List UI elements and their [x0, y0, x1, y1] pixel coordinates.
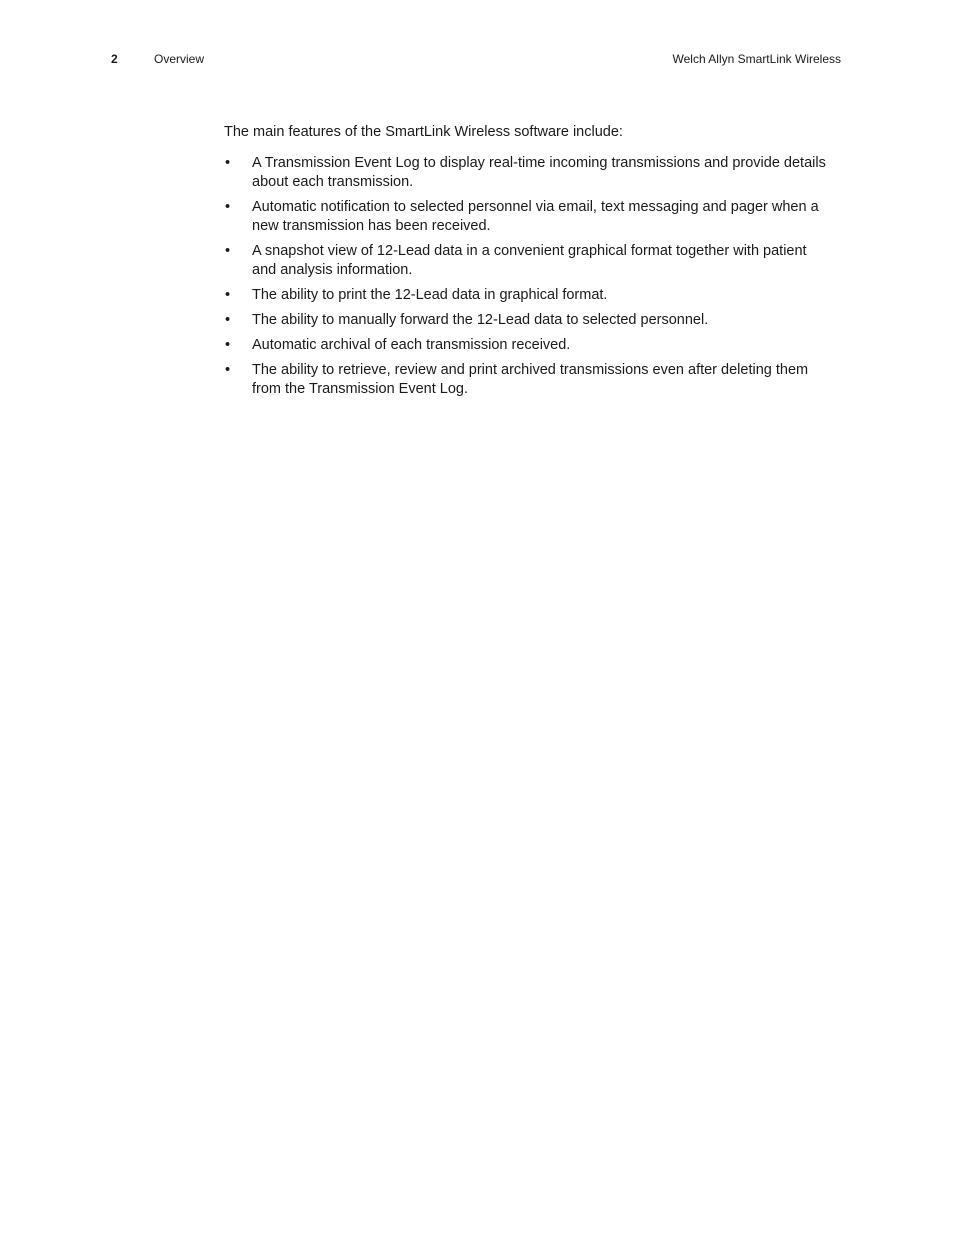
feature-text: A Transmission Event Log to display real-time incoming transmissions and provide details about each transmission.	[252, 155, 826, 190]
page-number: 2	[111, 52, 118, 66]
list-item	[224, 311, 834, 330]
bullet-icon: •	[225, 362, 231, 378]
bullet-icon: •	[225, 155, 231, 171]
feature-text: A snapshot view of 12-Lead data in a convenient graphical format together with patient and analysis information.	[252, 243, 807, 278]
bullet-icon: •	[225, 287, 231, 303]
feature-text: The ability to manually forward the 12-Lead data to selected personnel.	[252, 312, 709, 328]
list-item	[224, 336, 834, 355]
section-name: Overview	[154, 52, 205, 66]
feature-text: Automatic notification to selected personnel via email, text messaging and pager when a new transmission has been received.	[252, 199, 819, 234]
feature-list	[224, 154, 834, 399]
bullet-icon: •	[225, 337, 231, 353]
list-item	[224, 154, 834, 192]
list-item	[224, 242, 834, 280]
bullet-icon: •	[225, 243, 231, 259]
list-item	[224, 286, 834, 305]
list-item	[224, 198, 834, 236]
list-item	[224, 361, 834, 399]
intro-paragraph: The main features of the SmartLink Wireless software include:	[224, 124, 623, 140]
bullet-icon: •	[225, 312, 231, 328]
feature-text: The ability to print the 12-Lead data in graphical format.	[252, 287, 608, 303]
running-header	[0, 52, 954, 70]
document-title: Welch Allyn SmartLink Wireless	[672, 52, 841, 66]
feature-text: Automatic archival of each transmission received.	[252, 337, 571, 353]
main-content	[224, 123, 834, 405]
feature-text: The ability to retrieve, review and print archived transmissions even after deleting them from the Transmission Event Log.	[252, 362, 809, 397]
bullet-icon: •	[225, 199, 231, 215]
